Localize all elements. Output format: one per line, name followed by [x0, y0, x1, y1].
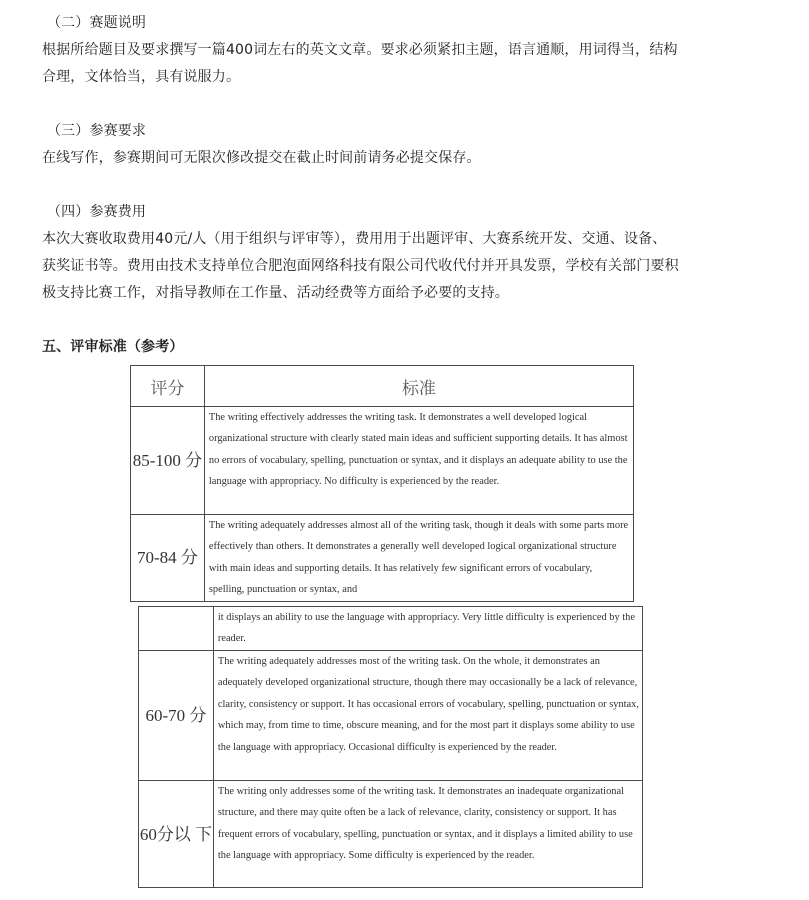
section-3-title: （三）参赛要求	[47, 123, 147, 139]
table-row	[139, 781, 643, 888]
section-5-title: 五、评审标准（参考）	[42, 339, 184, 355]
header-score: 评分	[131, 366, 205, 407]
criteria-table-part-1	[130, 365, 634, 602]
table-row	[139, 607, 643, 651]
table-row	[139, 651, 643, 781]
table-header-row	[131, 366, 634, 407]
row-score: 60-70 分	[139, 651, 214, 781]
row-description-continued: it displays an ability to use the language with appropriacy. Very little difficulty is experienced by the reader.	[213, 607, 642, 651]
row-description: The writing only addresses some of the writing task. It demonstrates an inadequate organizational structure, and there may quite often be a lack of relevance, clarity, consistency or support. It has frequent errors of vocabulary, spelling, punctuation or syntax, and it displays a limited ability to use the language with appropriacy. Some difficulty is experienced by the reader.	[213, 781, 642, 888]
row-score: 70-84 分	[131, 515, 205, 602]
section-4-paragraph-line-1: 本次大赛收取费用40元/人（用于组织与评审等），费用用于出题评审、大赛系统开发、交通、设备、	[42, 231, 667, 247]
criteria-table-part-2	[138, 606, 643, 888]
section-3-paragraph-line-1: 在线写作，参赛期间可无限次修改提交在截止时间前请务必提交保存。	[42, 150, 481, 166]
row-description: The writing effectively addresses the writing task. It demonstrates a well developed logical organizational structure with clearly stated main ideas and sufficient supporting details. It has almost no errors of vocabulary, spelling, punctuation or syntax, and it displays an adequate ability to use the language with appropriacy. No difficulty is experienced by the reader.	[204, 407, 633, 515]
row-score: 85-100 分	[131, 407, 205, 515]
row-description: The writing adequately addresses almost all of the writing task, though it deals with some parts more effectively than others. It demonstrates a generally well developed logical organizational structure with main ideas and supporting details. It has relatively few significant errors of vocabulary, spelling, punctuation or syntax, and	[204, 515, 633, 602]
section-4-paragraph-line-2: 获奖证书等。费用由技术支持单位合肥泡面网络科技有限公司代收代付并开具发票，学校有关部门要积	[42, 258, 679, 274]
table-row	[131, 515, 634, 602]
section-4-title: （四）参赛费用	[47, 204, 147, 220]
row-score-empty	[139, 607, 214, 651]
row-description: The writing adequately addresses most of the writing task. On the whole, it demonstrates an adequately developed organizational structure, though there may occasionally be a lack of relevance, clarity, consistency or support. It has occasional errors of vocabulary, spelling, punctuation or syntax, which may, from time to time, obscure meaning, and for the most part it displays some ability to use the language with appropriacy. Occasional difficulty is experienced by the reader.	[213, 651, 642, 781]
header-standard: 标准	[204, 366, 633, 407]
section-2-paragraph-line-2: 合理，文体恰当，具有说服力。	[42, 69, 241, 85]
row-score: 60分以 下	[139, 781, 214, 888]
table-row	[131, 407, 634, 515]
section-2-title: （二）赛题说明	[47, 15, 147, 31]
section-2-paragraph-line-1: 根据所给题目及要求撰写一篇400词左右的英文文章。要求必须紧扣主题，语言通顺，用词得当，结构	[42, 42, 678, 58]
section-4-paragraph-line-3: 极支持比赛工作，对指导教师在工作量、活动经费等方面给予必要的支持。	[42, 285, 509, 301]
